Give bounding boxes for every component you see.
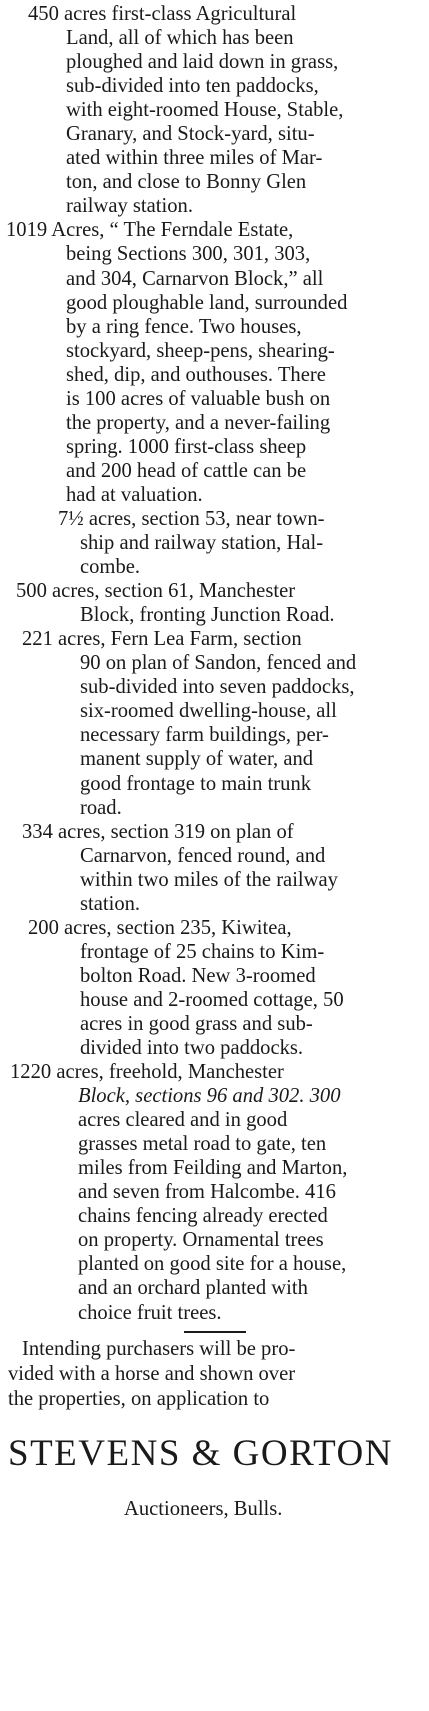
listing-line: shed, dip, and outhouses. There <box>66 363 326 386</box>
listing-line: 7½ acres, section 53, near town- <box>58 507 325 530</box>
listing-line: necessary farm buildings, per- <box>80 724 329 747</box>
listing-line: the property, and a never-failing <box>66 411 331 434</box>
listing-halcombe-township <box>6 507 423 579</box>
listing-line: miles from Feilding and Marton, <box>78 1157 348 1180</box>
listing-line: house and 2-roomed cottage, 50 <box>80 988 344 1011</box>
listing-line: with eight-roomed House, Stable, <box>66 99 344 122</box>
listing-line: being Sections 300, 301, 303, <box>66 243 311 266</box>
listing-line: 200 acres, section 235, Kiwitea, <box>28 916 292 939</box>
firm-place: Auctioneers, Bulls. <box>124 1497 283 1520</box>
listing-line: Land, all of which has been <box>66 27 294 50</box>
listing-line: acres in good grass and sub- <box>80 1012 313 1035</box>
listing-line: bolton Road. New 3-roomed <box>80 964 316 987</box>
listing-line: good frontage to main trunk <box>80 772 312 795</box>
closing-paragraph <box>8 1337 423 1412</box>
listing-line: on property. Ornamental trees <box>78 1229 324 1252</box>
listing-line: 500 acres, section 61, Manchester <box>16 580 296 603</box>
listing-kiwitea <box>6 916 423 1060</box>
listing-line: ton, and close to Bonny Glen <box>66 171 307 194</box>
listing-line: railway station. <box>66 195 193 218</box>
listing-line: 450 acres first-class Agricultural <box>28 3 297 25</box>
listing-1220-acres <box>6 1060 423 1325</box>
listing-line: Carnarvon, fenced round, and <box>80 844 326 867</box>
listing-line: ploughed and laid down in grass, <box>66 51 339 74</box>
listing-334-acres <box>6 820 423 916</box>
listing-line: Block, fronting Junction Road. <box>80 604 335 627</box>
listing-line: chains fencing already erected <box>78 1205 328 1228</box>
listing-line: had at valuation. <box>66 483 203 506</box>
listing-fern-lea-farm <box>6 627 423 819</box>
listing-line: spring. 1000 first-class sheep <box>66 435 307 458</box>
listing-ferndale-estate <box>6 218 423 507</box>
listing-line: grasses metal road to gate, ten <box>78 1133 327 1156</box>
listing-line: choice fruit trees. <box>78 1301 222 1324</box>
listing-line: and 200 head of cattle can be <box>66 459 307 482</box>
listing-line: frontage of 25 chains to Kim- <box>80 940 325 963</box>
listing-line: is 100 acres of valuable bush on <box>66 387 331 410</box>
closing-line: Intending purchasers will be pro- <box>22 1337 296 1360</box>
listing-500-acres <box>6 579 423 627</box>
listing-line: planted on good site for a house, <box>78 1253 347 1276</box>
listing-line: divided into two paddocks. <box>80 1037 304 1060</box>
listing-line: road. <box>80 796 122 819</box>
listing-line: ship and railway station, Hal- <box>80 532 324 555</box>
listing-line: Block, sections 96 and 302. 300 <box>78 1085 341 1108</box>
listing-line: 90 on plan of Sandon, fenced and <box>80 652 357 675</box>
listing-line: within two miles of the railway <box>80 868 338 891</box>
listing-line: Granary, and Stock-yard, situ- <box>66 123 315 146</box>
listing-line: manent supply of water, and <box>80 748 314 771</box>
listing-line: 334 acres, section 319 on plan of <box>22 820 294 843</box>
listing-line: and an orchard planted with <box>78 1277 308 1300</box>
listing-line: 221 acres, Fern Lea Farm, section <box>22 628 302 651</box>
closing-line: the properties, on application to <box>8 1387 270 1410</box>
listing-line: station. <box>80 892 141 915</box>
closing-line: vided with a horse and shown over <box>8 1362 296 1385</box>
listing-line: combe. <box>80 556 141 579</box>
listing-line: acres cleared and in good <box>78 1109 288 1132</box>
listing-line: and seven from Halcombe. 416 <box>78 1181 336 1204</box>
listing-line: sub-divided into seven paddocks, <box>80 676 355 699</box>
listing-line: 1019 Acres, “ The Ferndale Estate, <box>6 219 294 242</box>
section-divider-rule <box>184 1331 246 1333</box>
listing-line: six-roomed dwelling-house, all <box>80 700 337 723</box>
listing-line: ated within three miles of Mar- <box>66 147 323 170</box>
listing-line: stockyard, sheep-pens, shearing- <box>66 339 335 362</box>
listing-450-acres <box>6 2 423 218</box>
listing-line: good ploughable land, surrounded <box>66 291 348 314</box>
listing-line: by a ring fence. Two houses, <box>66 315 302 338</box>
listing-line: and 304, Carnarvon Block,” all <box>66 267 324 290</box>
listing-line: 1220 acres, freehold, Manchester <box>10 1061 284 1084</box>
listing-line: sub-divided into ten paddocks, <box>66 75 319 98</box>
firm-name: STEVENS & GORTON <box>8 1432 393 1474</box>
